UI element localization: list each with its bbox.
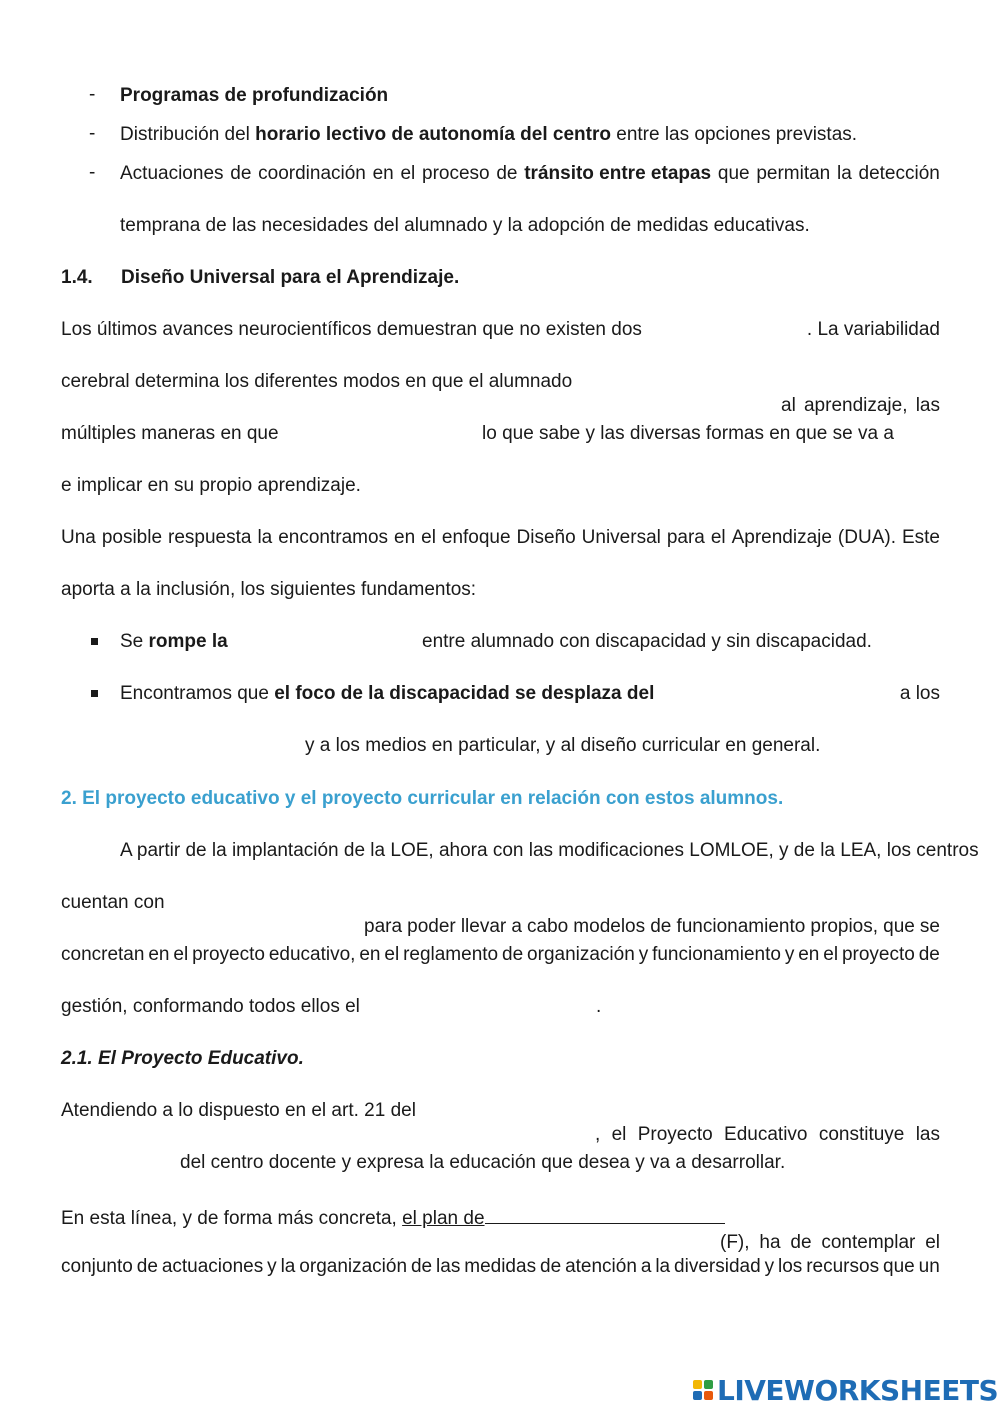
text-run: múltiples maneras en que — [61, 423, 279, 444]
liveworksheets-mark-icon — [693, 1380, 713, 1400]
word: el — [611, 1124, 627, 1145]
section-2-1-heading: 2.1. El Proyecto Educativo. — [61, 1048, 304, 1069]
word: poder — [407, 916, 456, 937]
word: que — [717, 163, 750, 184]
word: la — [257, 527, 273, 548]
word: de — [496, 163, 518, 184]
word: atención — [565, 1256, 637, 1277]
word: que — [883, 1256, 915, 1277]
word: Actuaciones — [120, 163, 224, 184]
word: contemplar — [821, 1232, 916, 1253]
list-item-2 — [120, 123, 940, 147]
word: para — [666, 527, 705, 548]
word: en — [798, 944, 820, 965]
paragraph-line — [61, 1203, 940, 1253]
word: las — [436, 1256, 461, 1277]
word: Una — [61, 527, 96, 548]
word: de — [410, 1256, 433, 1277]
square-bullet-icon — [91, 690, 98, 697]
paragraph-line: A partir de la implantación de la LOE, ahora con las modificaciones LOMLOE, y de la LEA, los centros — [120, 840, 979, 861]
word: diversidad — [674, 1256, 761, 1277]
word: el — [421, 527, 436, 548]
text-run-justified — [595, 1123, 940, 1147]
word: ha — [759, 1232, 781, 1253]
paragraph-line-justified — [61, 943, 940, 967]
word: un — [918, 1256, 940, 1277]
word: en — [372, 163, 394, 184]
word: proceso — [422, 163, 490, 184]
paragraph-line — [61, 370, 940, 416]
liveworksheets-logo — [693, 1373, 998, 1407]
paragraph-line-justified — [61, 1255, 940, 1279]
text-run-justified — [364, 915, 940, 939]
word: el — [710, 527, 726, 548]
word: organización — [527, 944, 635, 965]
paragraph-line: del centro docente y expresa la educación que desea y va a desarrollar. — [180, 1152, 786, 1173]
list-item-3-continuation: temprana de las necesidades del alumnado y la adopción de medidas educativas. — [120, 215, 810, 236]
word: de — [650, 916, 672, 937]
text-run: lo que sabe y las diversas formas en que se va a — [482, 423, 894, 444]
word: enfoque — [441, 527, 511, 548]
word: y — [764, 1256, 775, 1277]
word: actuaciones — [161, 1256, 264, 1277]
word: y — [267, 1256, 277, 1277]
word: Educativo — [724, 1124, 808, 1145]
word: se — [919, 916, 940, 937]
text-run-bold: el foco de la discapacidad se desplaza del — [274, 683, 655, 704]
text-run: Los últimos avances neurocientíficos demuestran que no existen dos — [61, 319, 642, 340]
word: aprendizaje, — [803, 395, 908, 416]
word: en — [148, 944, 170, 965]
list-dash: - — [89, 162, 96, 183]
word: posible — [101, 527, 163, 548]
bullet-item-2-continuation: y a los medios en particular, y al diseño curricular en general. — [305, 735, 821, 756]
word: concretan — [61, 944, 145, 965]
paragraph-line: e implicar en su propio aprendizaje. — [61, 475, 361, 496]
fill-in-blank[interactable] — [485, 1203, 725, 1224]
text-run: En esta línea, y de forma más concreta, — [61, 1208, 403, 1229]
paragraph-line: aporta a la inclusión, los siguientes fundamentos: — [61, 579, 477, 600]
paragraph-line — [61, 1099, 940, 1145]
word: modelos — [573, 916, 646, 937]
text-run: entre alumnado con discapacidad y sin discapacidad. — [422, 631, 872, 652]
word: permitan — [756, 163, 831, 184]
text-run: a los — [899, 683, 940, 704]
section-title: Diseño Universal para el Aprendizaje. — [121, 267, 460, 288]
word: y — [638, 944, 649, 965]
word: constituye — [818, 1124, 905, 1145]
word: de — [502, 944, 524, 965]
word: Diseño — [516, 527, 576, 548]
word: detección — [858, 163, 940, 184]
list-dash: - — [89, 123, 96, 144]
text-run: entre las opciones previstas. — [610, 124, 858, 145]
word: y — [784, 944, 795, 965]
list-item-1 — [120, 84, 940, 108]
word: Aprendizaje — [731, 527, 832, 548]
text-run: . La variabilidad — [806, 319, 940, 340]
word: a — [640, 1256, 652, 1277]
word: que — [883, 916, 915, 937]
word: al — [781, 395, 796, 416]
word: la — [836, 163, 852, 184]
text-run: Encontramos que — [120, 683, 275, 704]
word: de — [136, 1256, 158, 1277]
word: Proyecto — [637, 1124, 713, 1145]
bullet-item-2 — [120, 682, 940, 706]
word: reglamento — [403, 944, 499, 965]
word: llevar — [460, 916, 507, 937]
word: funcionamiento — [652, 944, 781, 965]
word: el — [384, 944, 400, 965]
word: medidas — [464, 1256, 537, 1277]
word: en — [394, 527, 416, 548]
word: a — [511, 916, 522, 937]
word: proyecto — [841, 944, 915, 965]
text-run: cuentan con — [61, 892, 165, 913]
paragraph-line — [61, 318, 940, 342]
word: las — [915, 395, 940, 416]
list-item-3 — [120, 162, 940, 186]
text-run: cerebral determina los diferentes modos en que el alumnado — [61, 371, 573, 392]
list-dash: - — [89, 84, 96, 105]
logo-text: LIVEWORKSHEETS — [717, 1373, 999, 1407]
word: educativo, — [268, 944, 356, 965]
text-run-justified — [720, 1231, 940, 1255]
word: organización — [299, 1256, 408, 1277]
word: respuesta — [168, 527, 252, 548]
word: (F), — [720, 1232, 750, 1253]
word: , — [595, 1124, 601, 1145]
word: los — [778, 1256, 803, 1277]
text-run: . — [596, 996, 602, 1017]
text-run-bold: rompe la — [148, 631, 228, 652]
word: de — [540, 1256, 562, 1277]
word: el — [925, 1232, 940, 1253]
word-bold: tránsito entre etapas — [524, 163, 712, 184]
paragraph-line-justified — [61, 526, 940, 550]
word: Este — [901, 527, 940, 548]
paragraph-line — [61, 891, 940, 937]
text-run: Distribución del — [120, 124, 256, 145]
word: el — [400, 163, 416, 184]
word: el — [823, 944, 839, 965]
word: el — [173, 944, 189, 965]
word: funcionamiento — [676, 916, 806, 937]
word: propios, — [810, 916, 879, 937]
square-bullet-icon — [91, 638, 98, 645]
section-1-4-heading — [61, 266, 940, 290]
word: de — [790, 1232, 812, 1253]
paragraph-line — [61, 422, 940, 446]
list-item-1-text: Programas de profundización — [120, 85, 389, 106]
word: en — [359, 944, 381, 965]
text-run: Se — [120, 631, 149, 652]
paragraph-line — [61, 995, 940, 1019]
word: de — [918, 944, 940, 965]
word: conjunto — [61, 1256, 133, 1277]
word: Universal — [581, 527, 661, 548]
text-run-underlined: el plan de — [402, 1208, 485, 1229]
text-run: gestión, conformando todos ellos el — [61, 996, 360, 1017]
word: para — [364, 916, 403, 937]
text-run-justified — [781, 394, 940, 418]
word: de — [230, 163, 252, 184]
word: las — [915, 1124, 940, 1145]
section-number: 1.4. — [61, 267, 93, 288]
word: la — [655, 1256, 671, 1277]
word: cabo — [527, 916, 569, 937]
text-run-bold: horario lectivo de autonomía del centro — [255, 124, 611, 145]
word: proyecto — [192, 944, 265, 965]
word: la — [280, 1256, 296, 1277]
word: encontramos — [278, 527, 389, 548]
word: coordinación — [258, 163, 366, 184]
section-2-heading: 2. El proyecto educativo y el proyecto curricular en relación con estos alumnos. — [61, 788, 784, 809]
bullet-item-1 — [120, 630, 940, 654]
word: (DUA). — [837, 527, 896, 548]
text-run: Atendiendo a lo dispuesto en el art. 21 del — [61, 1100, 416, 1121]
word: recursos — [806, 1256, 880, 1277]
